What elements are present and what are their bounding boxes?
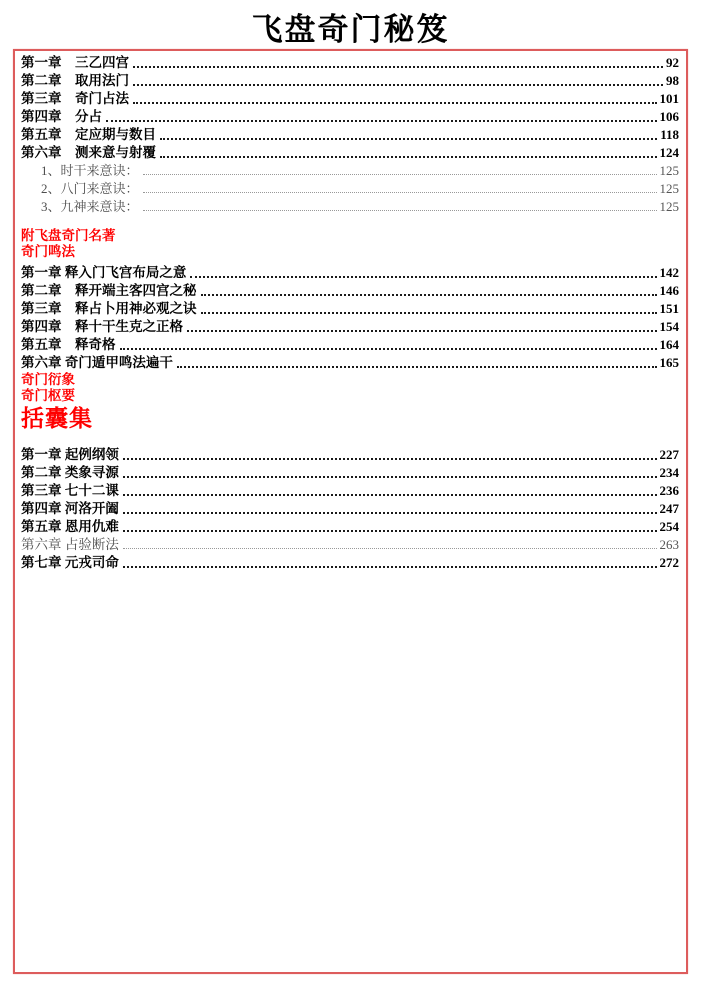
dotted-leader <box>123 476 657 478</box>
page-number: 92 <box>666 55 679 70</box>
toc-section-heading <box>21 372 679 388</box>
toc-entry-row <box>21 536 679 554</box>
page-number: 236 <box>659 483 679 498</box>
toc-entry-row <box>21 198 679 216</box>
toc-entry-row <box>21 162 679 180</box>
page-number: 254 <box>659 519 679 534</box>
toc-entry-row <box>21 108 679 126</box>
entry-title: 第二章 释开端主客四宫之秘 <box>21 283 197 298</box>
dotted-leader <box>120 348 657 350</box>
entry-title: 第三章 释占卜用神必观之诀 <box>21 301 197 316</box>
dotted-leader <box>123 530 657 532</box>
dotted-leader <box>106 120 657 122</box>
dotted-leader <box>143 174 657 175</box>
entry-title: 第一章 三乙四宫 <box>21 55 129 70</box>
dotted-leader <box>160 156 657 158</box>
page-number: 234 <box>659 465 679 480</box>
entry-title: 第六章 占验断法 <box>21 537 119 552</box>
toc-section-heading <box>21 404 679 434</box>
page-number: 124 <box>659 145 679 160</box>
toc-rows <box>21 54 679 572</box>
page-number: 101 <box>659 91 679 106</box>
entry-title: 第三章 七十二课 <box>21 483 119 498</box>
page-number: 118 <box>660 127 679 142</box>
toc-entry-row <box>21 354 679 372</box>
entry-title: 第三章 奇门占法 <box>21 91 129 106</box>
toc-section-heading <box>21 244 679 260</box>
toc-entry-row <box>21 336 679 354</box>
page-number: 125 <box>659 163 679 178</box>
entry-title: 第六章 奇门遁甲鸣法遍干 <box>21 355 173 370</box>
entry-title: 第四章 河洛开阖 <box>21 501 119 516</box>
page-number: 125 <box>659 181 679 196</box>
heading-text: 附飞盘奇门名著 <box>21 228 116 243</box>
entry-title: 3、九神来意诀： <box>41 199 139 214</box>
toc-entry-row <box>21 518 679 536</box>
dotted-leader <box>123 494 657 496</box>
entry-title: 第七章 元戎司命 <box>21 555 119 570</box>
entry-title: 2、八门来意诀： <box>41 181 139 196</box>
entry-title: 第五章 恩用仇难 <box>21 519 119 534</box>
entry-title: 第六章 测来意与射覆 <box>21 145 156 160</box>
heading-text: 奇门枢要 <box>21 388 75 403</box>
entry-title: 第一章 释入门飞宫布局之意 <box>21 265 187 280</box>
page-number: 98 <box>666 73 679 88</box>
toc-entry-row <box>21 300 679 318</box>
entry-title: 1、时干来意诀： <box>41 163 139 178</box>
toc-entry-row <box>21 126 679 144</box>
toc-panel <box>13 49 688 974</box>
page-number: 263 <box>659 537 679 552</box>
toc-entry-row <box>21 72 679 90</box>
dotted-leader <box>123 512 657 514</box>
toc-section-heading <box>21 228 679 244</box>
dotted-leader <box>201 294 657 296</box>
page-number: 272 <box>659 555 679 570</box>
toc-entry-row <box>21 482 679 500</box>
page-number: 164 <box>659 337 679 352</box>
entry-title: 第五章 释奇格 <box>21 337 116 352</box>
page-number: 125 <box>659 199 679 214</box>
page-number: 142 <box>659 265 679 280</box>
page-number: 151 <box>659 301 679 316</box>
toc-entry-row <box>21 464 679 482</box>
page-number: 146 <box>659 283 679 298</box>
dotted-leader <box>190 276 656 278</box>
toc-entry-row <box>21 282 679 300</box>
dotted-leader <box>201 312 657 314</box>
book-title: 飞盘奇门秘笈 <box>251 12 450 47</box>
toc-entry-row <box>21 180 679 198</box>
dotted-leader <box>187 330 657 332</box>
page-number: 247 <box>659 501 679 516</box>
dotted-leader <box>143 192 657 193</box>
toc-entry-row <box>21 54 679 72</box>
dotted-leader <box>133 102 657 104</box>
spacer <box>21 216 679 228</box>
heading-text: 奇门衍象 <box>21 372 75 387</box>
entry-title: 第四章 分占 <box>21 109 102 124</box>
page-number: 106 <box>659 109 679 124</box>
dotted-leader <box>177 366 657 368</box>
heading-text: 括囊集 <box>21 406 93 431</box>
entry-title: 第五章 定应期与数目 <box>21 127 156 142</box>
toc-entry-row <box>21 318 679 336</box>
toc-entry-row <box>21 264 679 282</box>
toc-section-heading <box>21 388 679 404</box>
dotted-leader <box>133 66 663 68</box>
page-number: 154 <box>659 319 679 334</box>
toc-entry-row <box>21 144 679 162</box>
spacer <box>21 434 679 446</box>
toc-entry-row <box>21 554 679 572</box>
dotted-leader <box>133 84 663 86</box>
page-number: 227 <box>659 447 679 462</box>
entry-title: 第二章 类象寻源 <box>21 465 119 480</box>
toc-entry-row <box>21 90 679 108</box>
dotted-leader <box>143 210 657 211</box>
dotted-leader <box>123 548 657 549</box>
heading-text: 奇门鸣法 <box>21 244 75 259</box>
page-number: 165 <box>659 355 679 370</box>
entry-title: 第四章 释十干生克之正格 <box>21 319 183 334</box>
entry-title: 第二章 取用法门 <box>21 73 129 88</box>
dotted-leader <box>160 138 657 140</box>
toc-entry-row <box>21 446 679 464</box>
entry-title: 第一章 起例纲领 <box>21 447 119 462</box>
dotted-leader <box>123 566 657 568</box>
dotted-leader <box>123 458 657 460</box>
toc-entry-row <box>21 500 679 518</box>
